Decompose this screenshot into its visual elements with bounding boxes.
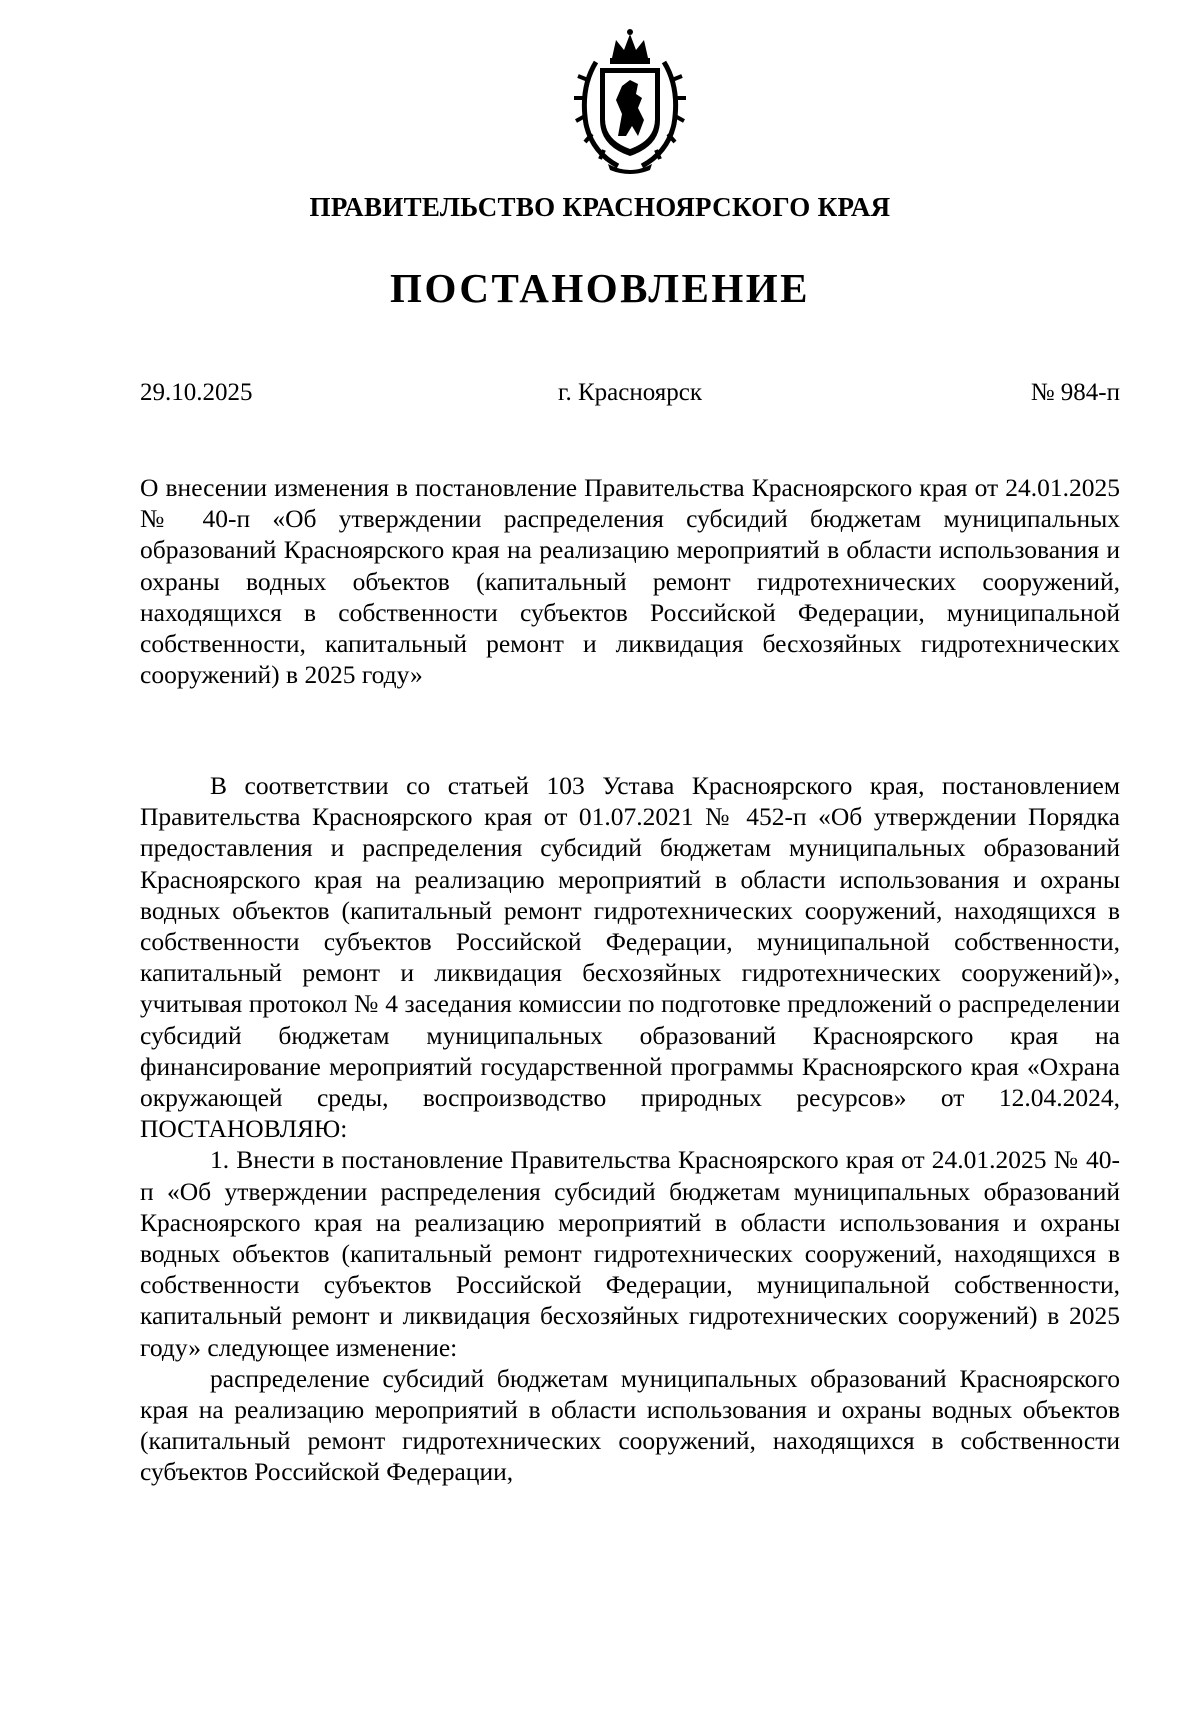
coat-of-arms-emblem <box>572 28 688 176</box>
document-type-title: ПОСТАНОВЛЕНИЕ <box>390 265 810 311</box>
document-body <box>140 770 1120 1488</box>
document-subject-title: О внесении изменения в постановление Правительства Красноярского края от 24.01.2025 № 40-п «Об утверждении распределения субсидий бюджетам муниципальных образований Красноярского края на реализацию мероприятий в области использования и охраны водных объектов (капитальный ремонт гидротехнических сооружений, находящихся в собственности субъектов Российской Федерации, муниципальной собственности, капитальный ремонт и ликвидация бесхозяйных гидротехнических сооружений) в 2025 году» <box>140 473 1120 690</box>
item-1-detail-paragraph: распределение субсидий бюджетам муниципальных образований Красноярского края на реализацию мероприятий в области использования и охраны водных объектов (капитальный ремонт гидротехнических сооружений, находящихся в собственности субъектов Российской Федерации, <box>140 1363 1120 1487</box>
document-date: 29.10.2025 <box>140 379 253 406</box>
document-city: г. Красноярск <box>558 379 702 406</box>
organization-name: ПРАВИТЕЛЬСТВО КРАСНОЯРСКОГО КРАЯ <box>309 192 891 222</box>
document-meta-row <box>140 379 1120 413</box>
item-1-paragraph: 1. Внести в постановление Правительства Красноярского края от 24.01.2025 № 40-п «Об утверждении распределения субсидий бюджетам муниципальных образований Красноярского края на реализацию мероприятий в области использования и охраны водных объектов (капитальный ремонт гидротехнических сооружений, находящихся в собственности субъектов Российской Федерации, муниципальной собственности, капитальный ремонт и ликвидация бесхозяйных гидротехнических сооружений) в 2025 году» следующее изменение: <box>140 1145 1120 1362</box>
document-number: № 984-п <box>1030 379 1120 406</box>
preamble-paragraph: В соответствии со статьей 103 Устава Красноярского края, постановлением Правительства Красноярского края от 01.07.2021 № 452-п «Об утверждении Порядка предоставления и распределения субсидий бюджетам муниципальных образований Красноярского края на реализацию мероприятий в области использования и охраны водных объектов (капитальный ремонт гидротехнических сооружений, находящихся в собственности субъектов Российской Федерации, муниципальной собственности, капитальный ремонт и ликвидация бесхозяйных гидротехнических сооружений)», учитывая протокол № 4 заседания комиссии по подготовке предложений о распределении субсидий бюджетам муниципальных образований Красноярского края на финансирование мероприятий государственной программы Красноярского края «Охрана окружающей среды, воспроизводство природных ресурсов» от 12.04.2024, ПОСТАНОВЛЯЮ: <box>140 771 1120 1144</box>
